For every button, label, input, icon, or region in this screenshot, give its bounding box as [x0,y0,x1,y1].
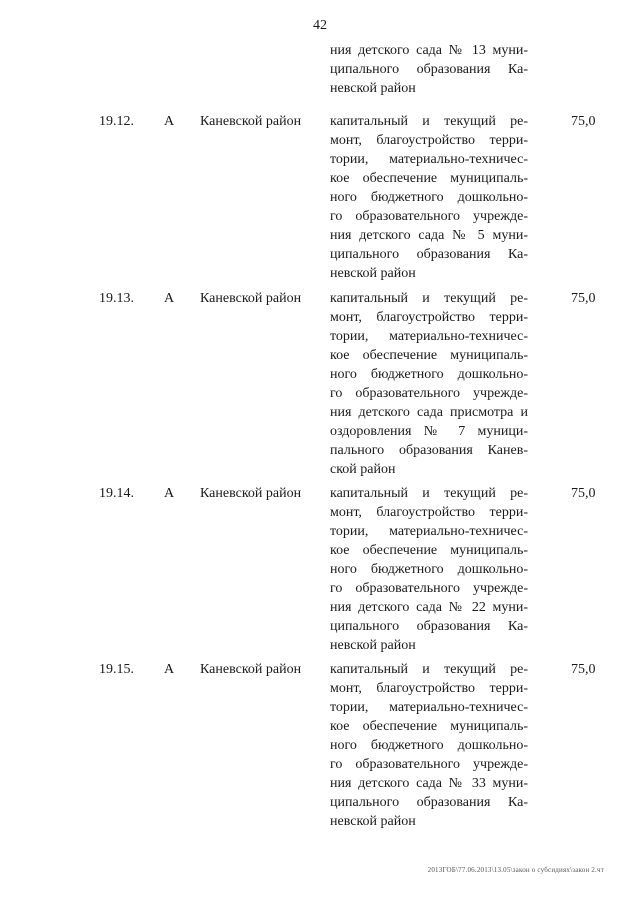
row-letter: А [164,291,175,306]
description-line: ципального образования Ка- [330,795,528,810]
description-line: ния детского сада № 5 муни- [330,228,528,243]
description-line: го образовательного учрежде- [330,386,528,401]
row-description [330,289,528,479]
description-line: ния детского сада № 33 муни- [330,776,528,791]
row-district: Каневской район [200,291,302,306]
row-number: 19.13. [99,291,134,306]
description-line: ного бюджетного дошкольно- [330,367,528,382]
description-line: тории, материально-техничес- [330,152,528,167]
description-line: ного бюджетного дошкольно- [330,738,528,753]
row-amount: 75,0 [571,114,596,129]
row-amount: 75,0 [571,486,596,501]
row-number: 19.15. [99,662,134,677]
description-line: кое обеспечение муниципаль- [330,543,528,558]
file-path-footer: 2013ГОБ\77.06.2013\13.05\закон о субсидиях\закон 2.чт [427,866,604,874]
row-letter: А [164,662,175,677]
description-line: невской район [330,638,416,653]
description-line: тории, материально-техничес- [330,329,528,344]
row-district: Каневской район [200,114,302,129]
description-line: ской район [330,462,396,477]
description-line: кое обеспечение муниципаль- [330,719,528,734]
row-number: 19.12. [99,114,134,129]
description-line: монт, благоустройство терри- [330,505,528,520]
description-line: тории, материально-техничес- [330,700,528,715]
continuation-line: невской район [330,81,416,96]
row-description [330,660,528,831]
description-line: пального образования Канев- [330,443,528,458]
description-line: го образовательного учрежде- [330,581,528,596]
description-line: невской район [330,266,416,281]
description-line: оздоровления № 7 муници- [330,424,528,439]
description-line: ния детского сада присмотра и [330,405,528,420]
description-line: капитальный и текущий ре- [330,114,528,129]
description-line: кое обеспечение муниципаль- [330,348,528,363]
description-line: тории, материально-техничес- [330,524,528,539]
description-line: капитальный и текущий ре- [330,486,528,501]
row-district: Каневской район [200,662,302,677]
row-amount: 75,0 [571,662,596,677]
row-letter: А [164,486,175,501]
row-letter: А [164,114,175,129]
continuation-line: ципального образования Ка- [330,62,528,77]
description-line: монт, благоустройство терри- [330,310,528,325]
description-line: ного бюджетного дошкольно- [330,190,528,205]
description-line: капитальный и текущий ре- [330,662,528,677]
description-line: капитальный и текущий ре- [330,291,528,306]
row-description [330,484,528,655]
description-line: монт, благоустройство терри- [330,681,528,696]
description-line: го образовательного учрежде- [330,209,528,224]
description-line: кое обеспечение муниципаль- [330,171,528,186]
description-line: монт, благоустройство терри- [330,133,528,148]
row-description [330,112,528,283]
continuation-line: ния детского сада № 13 муни- [330,43,528,58]
description-line: ципального образования Ка- [330,247,528,262]
description-line: ного бюджетного дошкольно- [330,562,528,577]
description-line: ципального образования Ка- [330,619,528,634]
row-amount: 75,0 [571,291,596,306]
description-line: го образовательного учрежде- [330,757,528,772]
row-district: Каневской район [200,486,302,501]
page-number: 42 [313,18,327,33]
description-line: невской район [330,814,416,829]
row-number: 19.14. [99,486,134,501]
continuation-text [330,41,528,98]
description-line: ния детского сада № 22 муни- [330,600,528,615]
